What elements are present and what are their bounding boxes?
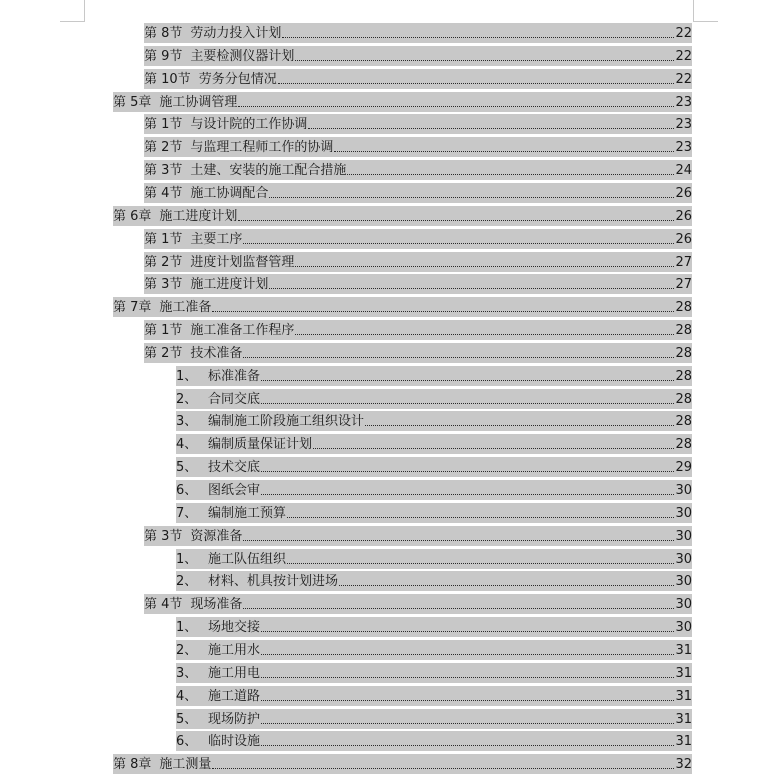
toc-entry-number: 第 2节	[144, 140, 183, 156]
toc-entry-number: 第 1节	[144, 323, 183, 339]
toc-entry-page-number: 29	[675, 460, 692, 476]
toc-dot-leader	[347, 174, 674, 175]
toc-entry-page-number: 31	[675, 688, 692, 704]
toc-entry-title: 场地交接	[208, 620, 261, 636]
toc-entry-number: 第 1节	[144, 231, 183, 247]
toc-entry-title: 标准准备	[208, 368, 261, 384]
toc-entry-title: 施工道路	[208, 688, 261, 704]
toc-entry[interactable]	[176, 709, 692, 729]
toc-entry[interactable]	[176, 457, 692, 477]
toc-entry-page-number: 30	[675, 528, 692, 544]
toc-dot-leader	[282, 37, 674, 38]
toc-entry-page-number: 28	[675, 345, 692, 361]
toc-dot-leader	[295, 266, 674, 267]
toc-entry-number: 第 2节	[144, 345, 183, 361]
toc-entry-page-number: 30	[675, 620, 692, 636]
toc-entry-page-number: 28	[675, 391, 692, 407]
toc-entry-title: 施工队伍组织	[208, 551, 287, 567]
toc-entry[interactable]	[144, 69, 692, 89]
toc-entry-title: 施工协调配合	[190, 185, 269, 201]
toc-entry-page-number: 27	[675, 277, 692, 293]
toc-entry[interactable]	[144, 114, 692, 134]
toc-entry-title: 编制施工阶段施工组织设计	[208, 414, 365, 430]
toc-entry-title: 编制施工预算	[208, 505, 287, 521]
toc-entry-title: 施工用电	[208, 665, 261, 681]
toc-dot-leader	[269, 288, 674, 289]
toc-dot-leader	[261, 471, 674, 472]
toc-entry-title: 施工协调管理	[159, 94, 238, 110]
toc-entry-page-number: 23	[675, 140, 692, 156]
toc-entry-page-number: 30	[675, 551, 692, 567]
toc-entry[interactable]	[176, 686, 692, 706]
toc-dot-leader	[261, 380, 674, 381]
toc-entry-title: 施工进度计划	[190, 277, 269, 293]
toc-dot-leader	[261, 700, 674, 701]
toc-entry-title: 劳动力投入计划	[190, 26, 282, 41]
crop-mark-top-left	[84, 0, 85, 22]
toc-dot-leader	[243, 357, 674, 358]
toc-dot-leader	[261, 403, 674, 404]
toc-dot-leader	[287, 517, 674, 518]
toc-entry[interactable]	[176, 503, 692, 523]
toc-entry-number: 2、	[176, 391, 198, 407]
toc-entry-number: 3、	[176, 665, 198, 681]
toc-entry-page-number: 23	[675, 94, 692, 110]
toc-dot-leader	[243, 540, 674, 541]
toc-entry-page-number: 30	[675, 483, 692, 498]
toc-entry[interactable]	[176, 571, 692, 591]
toc-entry-title: 进度计划监督管理	[190, 254, 295, 270]
toc-entry-number: 第 4节	[144, 185, 183, 201]
toc-dot-leader	[261, 723, 674, 724]
toc-entry[interactable]	[176, 617, 692, 637]
toc-entry-number: 第 9节	[144, 48, 183, 64]
toc-entry-title: 材料、机具按计划进场	[208, 574, 339, 590]
toc-entry-page-number: 31	[675, 642, 692, 658]
toc-entry-page-number: 26	[675, 208, 692, 224]
toc-entry-title: 合同交底	[208, 391, 261, 407]
toc-entry-page-number: 28	[675, 414, 692, 430]
toc-entry-title: 土建、安装的施工配合措施	[190, 163, 347, 179]
toc-entry-number: 第 3节	[144, 528, 183, 544]
toc-entry-number: 5、	[176, 460, 198, 476]
toc-entry-title: 现场防护	[208, 711, 261, 727]
toc-entry-number: 5、	[176, 711, 198, 727]
toc-dot-leader	[334, 151, 674, 152]
toc-dot-leader	[238, 220, 674, 221]
toc-entry-page-number: 26	[675, 231, 692, 247]
toc-entry-number: 第 7章	[113, 300, 152, 316]
toc-entry-number: 第 4节	[144, 597, 183, 613]
toc-entry-page-number: 27	[675, 254, 692, 270]
toc-entry-title: 施工进度计划	[159, 208, 238, 224]
toc-entry-page-number: 28	[675, 323, 692, 339]
toc-entry-number: 2、	[176, 642, 198, 658]
toc-entry-title: 主要检测仪器计划	[190, 48, 295, 64]
toc-dot-leader	[261, 677, 674, 678]
toc-entry-number: 第 8节	[144, 26, 183, 41]
toc-entry-title: 施工测量	[159, 757, 212, 773]
toc-dot-leader	[295, 60, 674, 61]
toc-entry-title: 与设计院的工作协调	[190, 117, 308, 133]
toc-entry[interactable]	[144, 252, 692, 272]
toc-entry[interactable]	[176, 366, 692, 386]
toc-entry-number: 6、	[176, 483, 198, 498]
toc-entry-number: 第 3节	[144, 277, 183, 293]
toc-dot-leader	[243, 243, 674, 244]
toc-entry-number: 7、	[176, 505, 198, 521]
toc-entry-title: 劳务分包情况	[198, 71, 277, 87]
toc-entry-title: 施工准备	[159, 300, 212, 316]
toc-entry-number: 第 3节	[144, 163, 183, 179]
toc-entry-page-number: 28	[675, 368, 692, 384]
toc-entry-page-number: 22	[675, 48, 692, 64]
toc-dot-leader	[212, 311, 674, 312]
toc-entry[interactable]	[144, 526, 692, 546]
toc-entry-page-number: 30	[675, 574, 692, 590]
toc-entry[interactable]	[113, 206, 692, 226]
toc-entry[interactable]	[144, 274, 692, 294]
toc-entry-page-number: 22	[675, 26, 692, 41]
toc-entry[interactable]	[144, 594, 692, 614]
toc-entry-title: 技术准备	[190, 345, 243, 361]
toc-entry[interactable]	[144, 320, 692, 340]
toc-entry[interactable]	[113, 754, 692, 774]
toc-entry[interactable]	[144, 160, 692, 180]
toc-entry[interactable]	[176, 411, 692, 431]
toc-entry-number: 第 6章	[113, 208, 152, 224]
crop-mark-top-right	[693, 0, 694, 22]
toc-entry-title: 临时设施	[208, 734, 261, 750]
toc-entry-page-number: 30	[675, 597, 692, 613]
toc-entry-title: 现场准备	[190, 597, 243, 613]
toc-entry-page-number: 26	[675, 185, 692, 201]
toc-entry[interactable]	[176, 663, 692, 683]
toc-entry-page-number: 28	[675, 300, 692, 316]
toc-entry-page-number: 31	[675, 734, 692, 750]
toc-entry[interactable]	[113, 297, 692, 317]
toc-entry-page-number: 23	[675, 117, 692, 133]
toc-entry[interactable]	[144, 137, 692, 157]
toc-entry-number: 1、	[176, 620, 198, 636]
toc-entry[interactable]	[176, 434, 692, 454]
toc-dot-leader	[339, 585, 674, 586]
toc-entry-number: 1、	[176, 368, 198, 384]
toc-entry[interactable]	[176, 731, 692, 751]
toc-dot-leader	[287, 563, 674, 564]
toc-entry-number: 1、	[176, 551, 198, 567]
toc-dot-leader	[295, 334, 674, 335]
toc-entry[interactable]	[113, 92, 692, 112]
toc-entry-title: 施工准备工作程序	[190, 323, 295, 339]
toc-entry[interactable]	[144, 183, 692, 203]
toc-entry-page-number: 28	[675, 437, 692, 453]
toc-entry-number: 4、	[176, 688, 198, 704]
toc-entry-number: 第 1节	[144, 117, 183, 133]
toc-entry-number: 第 10节	[144, 71, 191, 87]
toc-entry[interactable]	[144, 343, 692, 363]
toc-entry[interactable]	[176, 549, 692, 569]
toc-dot-leader	[269, 197, 674, 198]
toc-entry-page-number: 24	[675, 163, 692, 179]
toc-entry-number: 6、	[176, 734, 198, 750]
toc-dot-leader	[212, 768, 674, 769]
toc-entry-number: 第 8章	[113, 757, 152, 773]
toc-entry-title: 图纸会审	[208, 483, 261, 498]
toc-entry-number: 第 5章	[113, 94, 152, 110]
toc-dot-leader	[261, 631, 674, 632]
toc-entry-title: 主要工序	[190, 231, 243, 247]
toc-dot-leader	[308, 128, 674, 129]
toc-dot-leader	[261, 494, 674, 495]
toc-dot-leader	[238, 106, 674, 107]
toc-entry-number: 2、	[176, 574, 198, 590]
toc-entry-title: 施工用水	[208, 642, 261, 658]
toc-entry-page-number: 31	[675, 665, 692, 681]
toc-entry[interactable]	[144, 46, 692, 66]
toc-entry-title: 资源准备	[190, 528, 243, 544]
toc-entry[interactable]	[176, 640, 692, 660]
crop-mark-top-right	[693, 21, 718, 22]
toc-dot-leader	[365, 425, 674, 426]
toc-entry[interactable]	[176, 480, 692, 500]
toc-entry-title: 与监理工程师工作的协调	[190, 140, 334, 156]
toc-dot-leader	[243, 608, 674, 609]
toc-entry-page-number: 31	[675, 711, 692, 727]
toc-entry-page-number: 22	[675, 71, 692, 87]
toc-entry-title: 编制质量保证计划	[208, 437, 313, 453]
toc-entry-number: 3、	[176, 414, 198, 430]
toc-dot-leader	[278, 83, 675, 84]
toc-entry[interactable]	[176, 389, 692, 409]
toc-dot-leader	[261, 745, 674, 746]
toc-entry[interactable]	[144, 23, 692, 43]
toc-entry[interactable]	[144, 229, 692, 249]
toc-entry-title: 技术交底	[208, 460, 261, 476]
toc-entry-page-number: 30	[675, 505, 692, 521]
toc-entry-page-number: 32	[675, 757, 692, 773]
toc-dot-leader	[261, 654, 674, 655]
toc-entry-number: 第 2节	[144, 254, 183, 270]
crop-mark-top-left	[60, 21, 85, 22]
toc-entry-number: 4、	[176, 437, 198, 453]
toc-dot-leader	[313, 448, 674, 449]
